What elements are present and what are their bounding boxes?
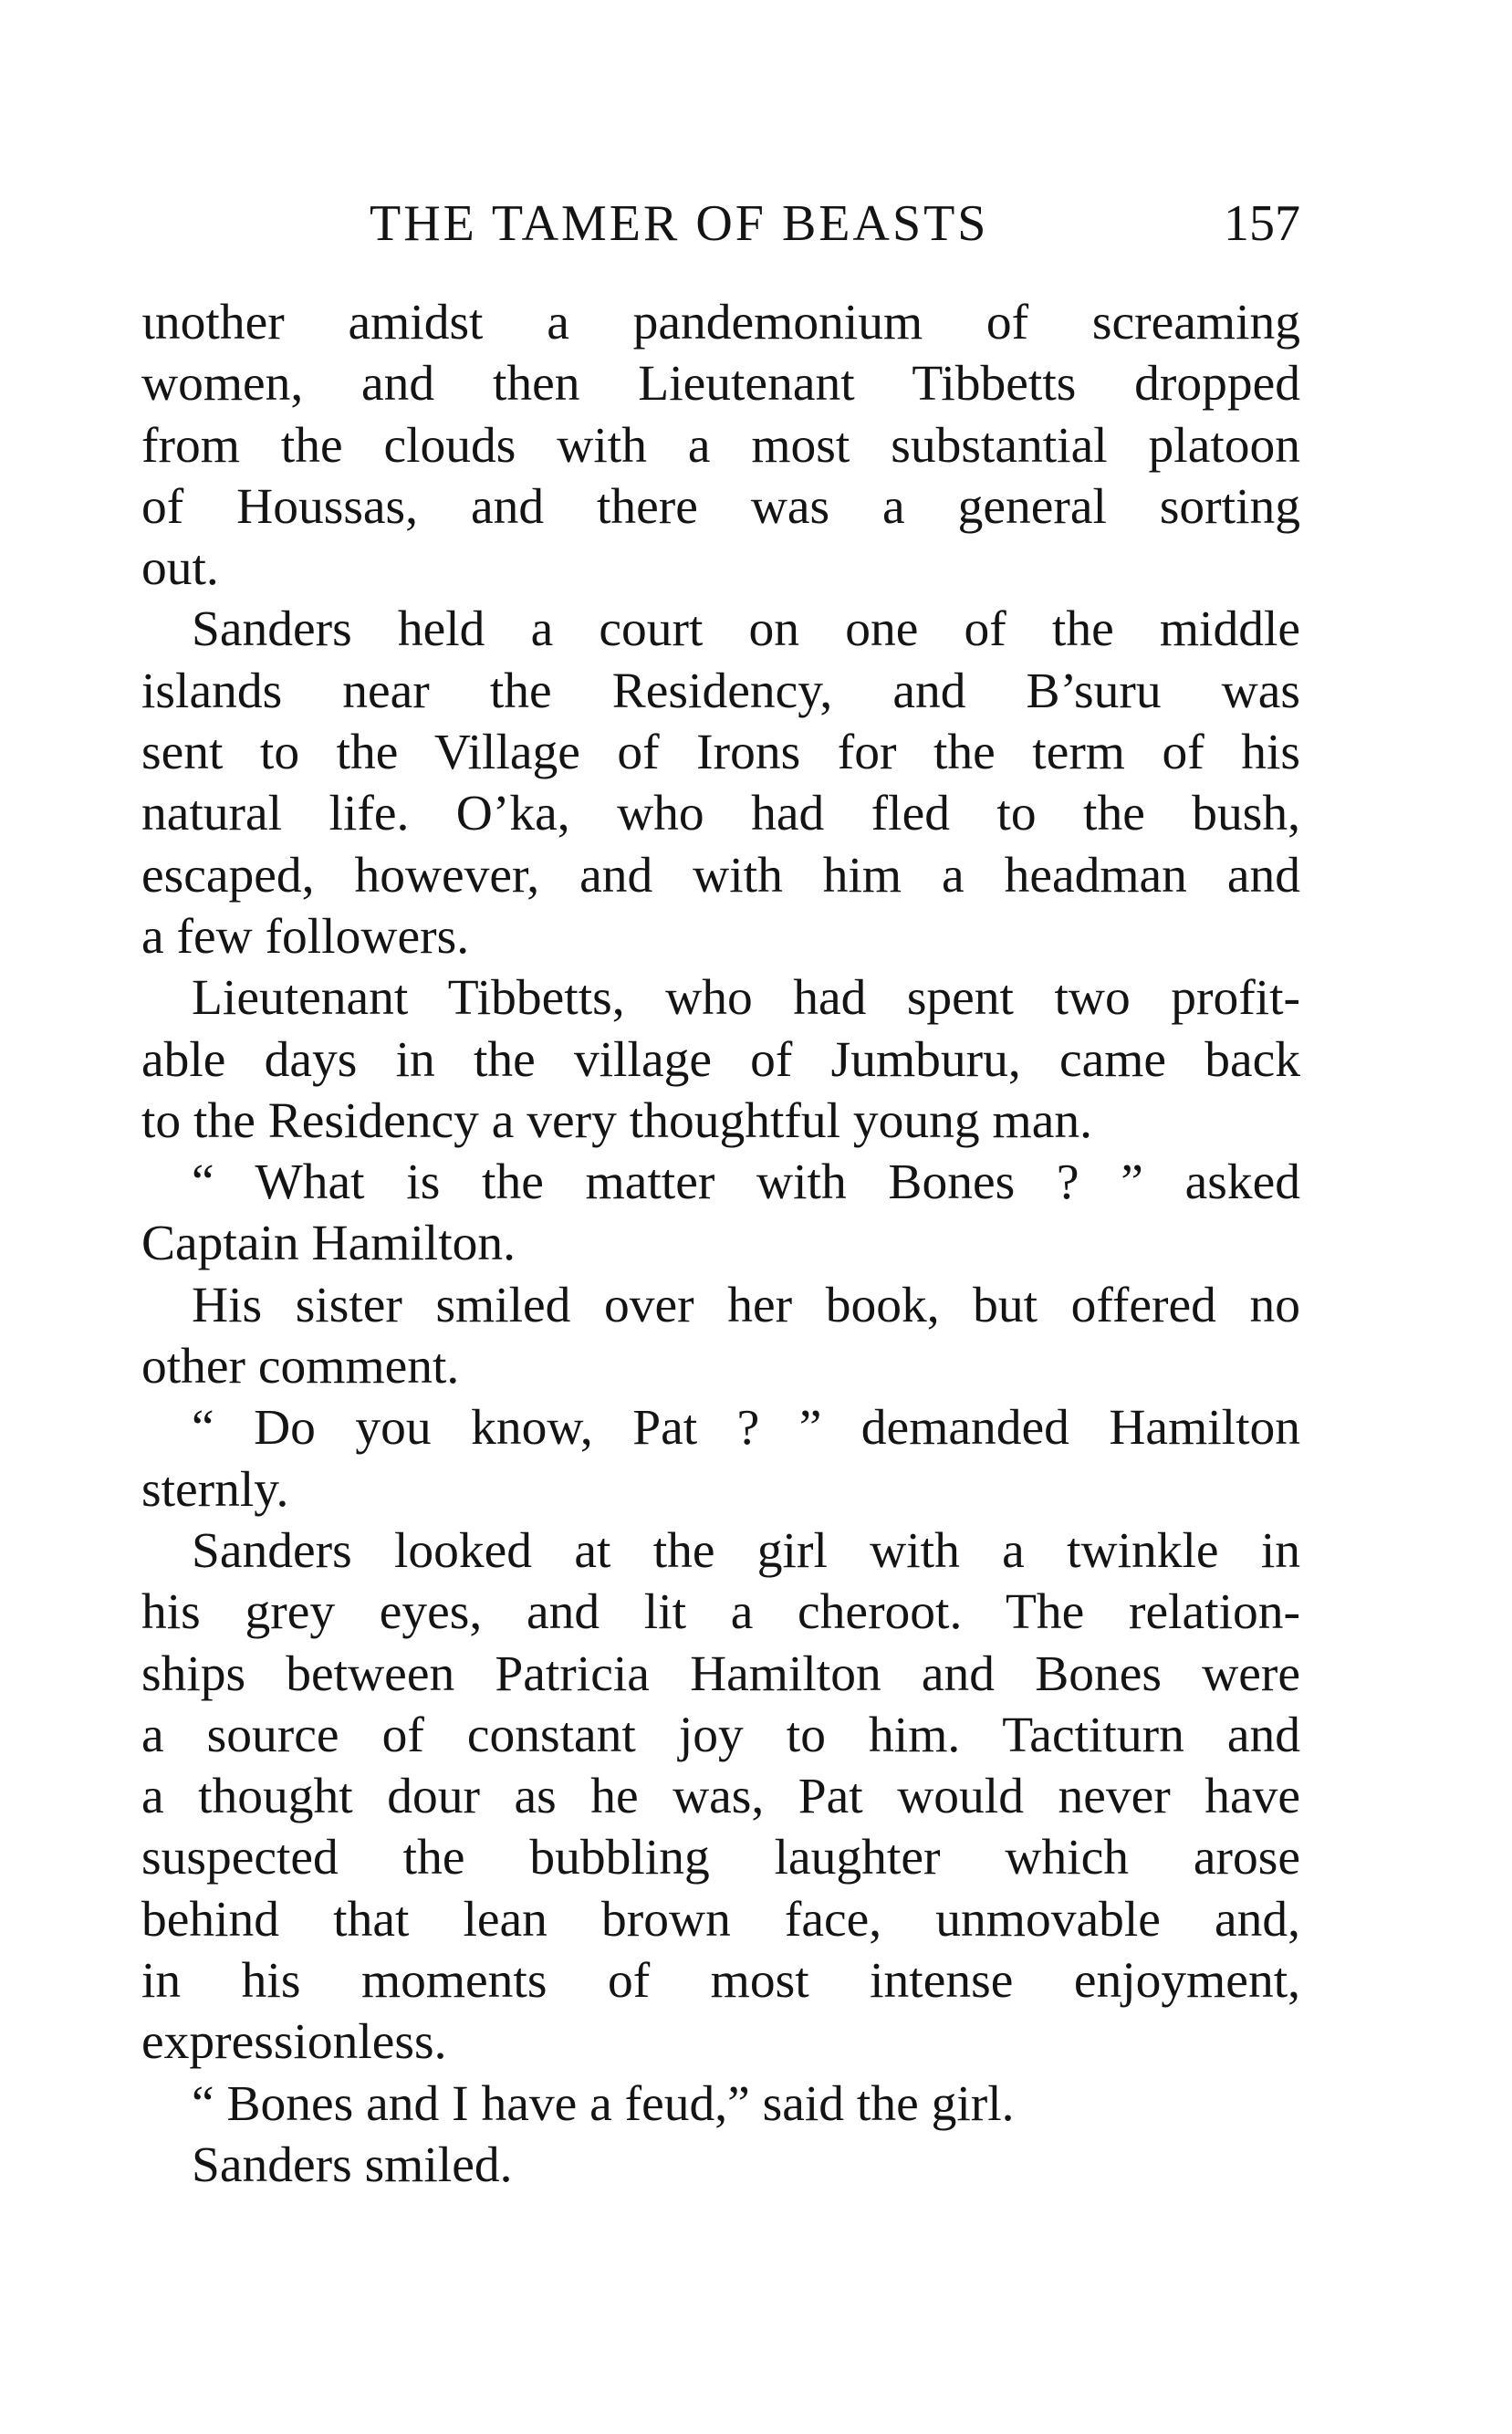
text-line: a thought dour as he was, Pat would never have: [141, 1769, 1300, 1825]
text-line: able days in the village of Jumburu, came back: [141, 1031, 1300, 1088]
text-line: out.: [141, 540, 219, 597]
text-line: “ Do you know, Pat ? ” demanded Hamilton: [192, 1400, 1300, 1457]
text-line: Captain Hamilton.: [141, 1216, 516, 1272]
text-line: His sister smiled over her book, but offered no: [192, 1277, 1300, 1333]
text-line: sternly.: [141, 1461, 289, 1518]
text-line: Lieutenant Tibbetts, who had spent two profit-: [192, 970, 1300, 1027]
text-line: natural life. O’ka, who had fled to the bush,: [141, 786, 1300, 842]
text-line: sent to the Village of Irons for the term of his: [141, 725, 1300, 781]
text-line: behind that lean brown face, unmovable and,: [141, 1891, 1300, 1948]
text-line: of Houssas, and there was a general sorting: [141, 478, 1300, 535]
text-line: other comment.: [141, 1339, 460, 1395]
text-line: his grey eyes, and lit a cheroot. The relation-: [141, 1584, 1300, 1641]
text-line: from the clouds with a most substantial platoon: [141, 417, 1300, 474]
text-line: Sanders held a court on one of the middle: [192, 601, 1300, 658]
body-text: [141, 292, 1300, 2196]
text-line: Sanders smiled.: [192, 2136, 513, 2193]
text-line: “ What is the matter with Bones ? ” asked: [192, 1154, 1300, 1211]
text-line: ships between Patricia Hamilton and Bones were: [141, 1645, 1300, 1702]
text-line: expressionless.: [141, 2014, 447, 2071]
text-line: “ Bones and I have a feud,” said the girl.: [192, 2075, 1015, 2132]
text-line: escaped, however, and with him a headman and: [141, 847, 1300, 904]
text-line: a few followers.: [141, 908, 470, 965]
text-line: Sanders looked at the girl with a twinkle in: [192, 1522, 1300, 1579]
running-title: THE TAMER OF BEASTS: [370, 195, 989, 252]
text-line: islands near the Residency, and B’suru was: [141, 663, 1300, 719]
text-line: ɩnother amidst a pandemonium of screaming: [141, 295, 1300, 350]
text-line: a source of constant joy to him. Tactiturn and: [141, 1707, 1300, 1763]
text-line: in his moments of most intense enjoyment,: [141, 1953, 1300, 2010]
text-line: women, and then Lieutenant Tibbetts dropped: [141, 356, 1300, 413]
page-number: 157: [1224, 195, 1300, 252]
page-header: [141, 187, 1300, 260]
text-line: suspected the bubbling laughter which arose: [141, 1830, 1300, 1886]
text-line: to the Residency a very thoughtful young man.: [141, 1092, 1092, 1149]
